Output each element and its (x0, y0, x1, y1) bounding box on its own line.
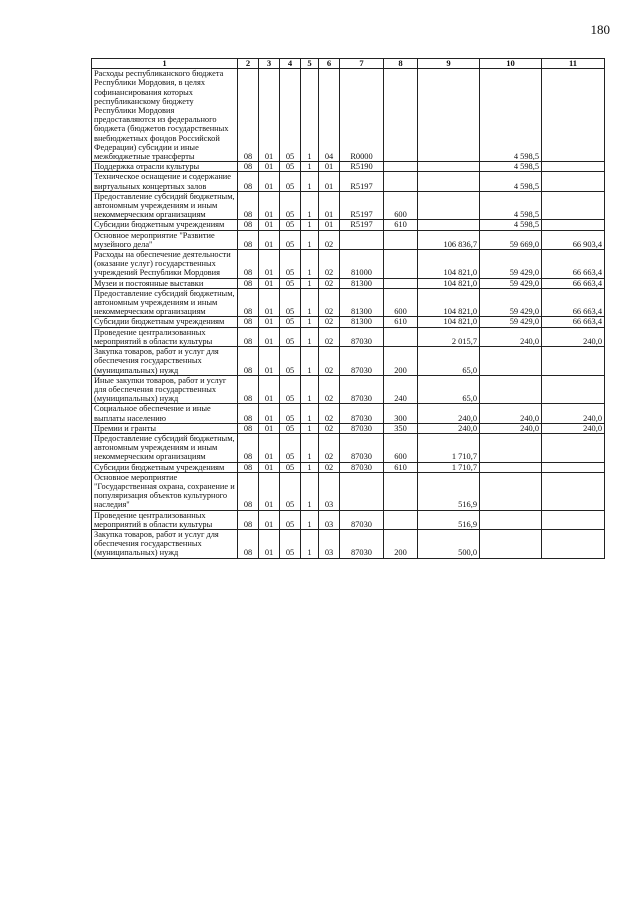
amount-year-1-cell: 1 710,7 (418, 433, 480, 462)
row-name-cell: Музеи и постоянные выставки (92, 278, 238, 288)
target-article-cell: 81000 (340, 250, 384, 279)
section-cell: 08 (238, 423, 259, 433)
program-cell: 05 (280, 529, 301, 558)
target-article-cell: 87030 (340, 510, 384, 529)
table-row (92, 423, 605, 433)
target-article-cell: 87030 (340, 423, 384, 433)
amount-year-1-cell: 65,0 (418, 375, 480, 404)
amount-year-2-cell: 4 598,5 (480, 162, 542, 172)
subsection-cell: 01 (259, 172, 280, 191)
amount-year-1-cell: 240,0 (418, 423, 480, 433)
program-cell: 05 (280, 433, 301, 462)
amount-year-3-cell: 66 663,4 (542, 278, 605, 288)
expense-type-cell (384, 162, 418, 172)
table-header-row (92, 59, 605, 69)
subsection-cell: 01 (259, 510, 280, 529)
row-name-cell: Основное мероприятие "Государственная охрана, сохранение и популяризация объектов культурного наследия" (92, 472, 238, 510)
amount-year-3-cell (542, 510, 605, 529)
amount-year-2-cell: 4 598,5 (480, 69, 542, 162)
event-cell: 02 (319, 423, 340, 433)
amount-year-2-cell (480, 433, 542, 462)
target-article-cell: 81300 (340, 278, 384, 288)
subsection-cell: 01 (259, 462, 280, 472)
expense-type-cell: 600 (384, 191, 418, 220)
program-cell: 05 (280, 69, 301, 162)
amount-year-3-cell (542, 529, 605, 558)
amount-year-3-cell: 240,0 (542, 423, 605, 433)
amount-year-1-cell (418, 191, 480, 220)
subprogram-cell: 1 (301, 529, 319, 558)
subsection-cell: 01 (259, 404, 280, 423)
subsection-cell: 01 (259, 529, 280, 558)
table-row (92, 191, 605, 220)
subprogram-cell: 1 (301, 472, 319, 510)
event-cell: 02 (319, 347, 340, 376)
target-article-cell (340, 230, 384, 249)
amount-year-2-cell: 59 669,0 (480, 230, 542, 249)
amount-year-2-cell: 4 598,5 (480, 191, 542, 220)
target-article-cell: R5197 (340, 191, 384, 220)
expense-type-cell: 200 (384, 347, 418, 376)
amount-year-3-cell (542, 191, 605, 220)
expense-type-cell (384, 250, 418, 279)
amount-year-3-cell (542, 375, 605, 404)
program-cell: 05 (280, 278, 301, 288)
amount-year-1-cell (418, 220, 480, 230)
subsection-cell: 01 (259, 162, 280, 172)
expense-type-cell: 610 (384, 317, 418, 327)
subprogram-cell: 1 (301, 250, 319, 279)
expense-type-cell: 610 (384, 462, 418, 472)
amount-year-2-cell: 240,0 (480, 327, 542, 346)
target-article-cell: 87030 (340, 347, 384, 376)
event-cell: 03 (319, 510, 340, 529)
subprogram-cell: 1 (301, 404, 319, 423)
expense-type-cell (384, 278, 418, 288)
column-header-3: 3 (259, 59, 280, 69)
subsection-cell: 01 (259, 250, 280, 279)
amount-year-1-cell: 500,0 (418, 529, 480, 558)
program-cell: 05 (280, 510, 301, 529)
amount-year-3-cell (542, 69, 605, 162)
column-header-9: 9 (418, 59, 480, 69)
table-row (92, 162, 605, 172)
section-cell: 08 (238, 220, 259, 230)
amount-year-2-cell: 59 429,0 (480, 278, 542, 288)
section-cell: 08 (238, 288, 259, 317)
expense-type-cell: 610 (384, 220, 418, 230)
program-cell: 05 (280, 472, 301, 510)
target-article-cell: 87030 (340, 375, 384, 404)
subsection-cell: 01 (259, 288, 280, 317)
amount-year-2-cell: 59 429,0 (480, 317, 542, 327)
amount-year-2-cell (480, 462, 542, 472)
table-row (92, 327, 605, 346)
row-name-cell: Социальное обеспечение и иные выплаты населению (92, 404, 238, 423)
subprogram-cell: 1 (301, 172, 319, 191)
table-row (92, 375, 605, 404)
amount-year-1-cell: 65,0 (418, 347, 480, 376)
section-cell: 08 (238, 162, 259, 172)
section-cell: 08 (238, 230, 259, 249)
amount-year-1-cell: 104 821,0 (418, 250, 480, 279)
column-header-1: 1 (92, 59, 238, 69)
column-header-8: 8 (384, 59, 418, 69)
row-name-cell: Субсидии бюджетным учреждениям (92, 462, 238, 472)
section-cell: 08 (238, 172, 259, 191)
program-cell: 05 (280, 375, 301, 404)
table-row (92, 230, 605, 249)
expense-type-cell (384, 327, 418, 346)
expense-type-cell: 350 (384, 423, 418, 433)
table-row (92, 172, 605, 191)
amount-year-2-cell: 240,0 (480, 423, 542, 433)
program-cell: 05 (280, 162, 301, 172)
amount-year-2-cell (480, 510, 542, 529)
budget-table (91, 58, 605, 559)
event-cell: 02 (319, 250, 340, 279)
table-row (92, 462, 605, 472)
program-cell: 05 (280, 462, 301, 472)
column-header-5: 5 (301, 59, 319, 69)
event-cell: 02 (319, 327, 340, 346)
target-article-cell: 87030 (340, 327, 384, 346)
amount-year-1-cell: 104 821,0 (418, 288, 480, 317)
subsection-cell: 01 (259, 423, 280, 433)
row-name-cell: Поддержка отрасли культуры (92, 162, 238, 172)
amount-year-2-cell: 4 598,5 (480, 172, 542, 191)
subprogram-cell: 1 (301, 278, 319, 288)
table-row (92, 472, 605, 510)
subprogram-cell: 1 (301, 433, 319, 462)
table-row (92, 433, 605, 462)
column-header-2: 2 (238, 59, 259, 69)
subsection-cell: 01 (259, 347, 280, 376)
section-cell: 08 (238, 404, 259, 423)
table-row (92, 69, 605, 162)
subsection-cell: 01 (259, 433, 280, 462)
event-cell: 02 (319, 317, 340, 327)
event-cell: 02 (319, 433, 340, 462)
program-cell: 05 (280, 172, 301, 191)
section-cell: 08 (238, 510, 259, 529)
column-header-4: 4 (280, 59, 301, 69)
table-row (92, 510, 605, 529)
section-cell: 08 (238, 191, 259, 220)
program-cell: 05 (280, 191, 301, 220)
expense-type-cell: 600 (384, 288, 418, 317)
amount-year-3-cell (542, 347, 605, 376)
subprogram-cell: 1 (301, 317, 319, 327)
event-cell: 01 (319, 220, 340, 230)
expense-type-cell (384, 510, 418, 529)
target-article-cell: 87030 (340, 462, 384, 472)
section-cell: 08 (238, 472, 259, 510)
row-name-cell: Предоставление субсидий бюджетным, автономным учреждениям и иным некоммерческим организациям (92, 288, 238, 317)
subprogram-cell: 1 (301, 462, 319, 472)
section-cell: 08 (238, 250, 259, 279)
expense-type-cell (384, 172, 418, 191)
amount-year-1-cell: 516,9 (418, 510, 480, 529)
event-cell: 02 (319, 462, 340, 472)
column-header-10: 10 (480, 59, 542, 69)
table-row (92, 278, 605, 288)
section-cell: 08 (238, 327, 259, 346)
target-article-cell: R5197 (340, 172, 384, 191)
expense-type-cell: 200 (384, 529, 418, 558)
subsection-cell: 01 (259, 375, 280, 404)
event-cell: 02 (319, 278, 340, 288)
amount-year-2-cell: 4 598,5 (480, 220, 542, 230)
section-cell: 08 (238, 317, 259, 327)
amount-year-2-cell: 59 429,0 (480, 250, 542, 279)
row-name-cell: Расходы на обеспечение деятельности (оказание услуг) государственных учреждений Республики Мордовия (92, 250, 238, 279)
amount-year-2-cell: 59 429,0 (480, 288, 542, 317)
subsection-cell: 01 (259, 472, 280, 510)
event-cell: 01 (319, 162, 340, 172)
table-row (92, 220, 605, 230)
target-article-cell: 81300 (340, 317, 384, 327)
row-name-cell: Проведение централизованных мероприятий в области культуры (92, 327, 238, 346)
subprogram-cell: 1 (301, 347, 319, 376)
subsection-cell: 01 (259, 230, 280, 249)
table-body (92, 69, 605, 558)
amount-year-3-cell: 66 663,4 (542, 250, 605, 279)
amount-year-1-cell (418, 162, 480, 172)
subprogram-cell: 1 (301, 220, 319, 230)
amount-year-3-cell (542, 162, 605, 172)
target-article-cell: 87030 (340, 404, 384, 423)
table-row (92, 288, 605, 317)
amount-year-1-cell (418, 69, 480, 162)
subprogram-cell: 1 (301, 288, 319, 317)
event-cell: 02 (319, 375, 340, 404)
row-name-cell: Субсидии бюджетным учреждениям (92, 220, 238, 230)
subsection-cell: 01 (259, 220, 280, 230)
row-name-cell: Проведение централизованных мероприятий в области культуры (92, 510, 238, 529)
section-cell: 08 (238, 462, 259, 472)
amount-year-3-cell: 240,0 (542, 327, 605, 346)
section-cell: 08 (238, 347, 259, 376)
subsection-cell: 01 (259, 191, 280, 220)
amount-year-1-cell (418, 172, 480, 191)
row-name-cell: Премии и гранты (92, 423, 238, 433)
event-cell: 01 (319, 191, 340, 220)
amount-year-1-cell: 106 836,7 (418, 230, 480, 249)
row-name-cell: Закупка товаров, работ и услуг для обеспечения государственных (муниципальных) нужд (92, 347, 238, 376)
event-cell: 02 (319, 288, 340, 317)
page-number: 180 (590, 22, 610, 37)
event-cell: 02 (319, 404, 340, 423)
amount-year-1-cell: 1 710,7 (418, 462, 480, 472)
program-cell: 05 (280, 288, 301, 317)
amount-year-2-cell (480, 472, 542, 510)
row-name-cell: Техническое оснащение и содержание виртуальных концертных залов (92, 172, 238, 191)
program-cell: 05 (280, 220, 301, 230)
program-cell: 05 (280, 317, 301, 327)
amount-year-2-cell (480, 375, 542, 404)
subsection-cell: 01 (259, 317, 280, 327)
amount-year-3-cell: 240,0 (542, 404, 605, 423)
expense-type-cell: 600 (384, 433, 418, 462)
amount-year-1-cell: 2 015,7 (418, 327, 480, 346)
row-name-cell: Субсидии бюджетным учреждениям (92, 317, 238, 327)
amount-year-3-cell (542, 172, 605, 191)
amount-year-3-cell: 66 663,4 (542, 317, 605, 327)
subprogram-cell: 1 (301, 191, 319, 220)
subprogram-cell: 1 (301, 327, 319, 346)
section-cell: 08 (238, 69, 259, 162)
expense-type-cell: 240 (384, 375, 418, 404)
expense-type-cell (384, 69, 418, 162)
amount-year-2-cell (480, 529, 542, 558)
expense-type-cell (384, 230, 418, 249)
row-name-cell: Расходы республиканского бюджета Республики Мордовия, в целях софинансирования которых республиканскому бюджету Республики Мордовия предоставляются из федерального бюджета (бюджетов государственных внебюджетных фондов Российской Федерации) субсидии и иные межбюджетные трансферты (92, 69, 238, 162)
subprogram-cell: 1 (301, 69, 319, 162)
event-cell: 02 (319, 230, 340, 249)
target-article-cell (340, 472, 384, 510)
subprogram-cell: 1 (301, 423, 319, 433)
row-name-cell: Основное мероприятие "Развитие музейного дела" (92, 230, 238, 249)
row-name-cell: Предоставление субсидий бюджетным, автономным учреждениям и иным некоммерческим организациям (92, 433, 238, 462)
target-article-cell: R0000 (340, 69, 384, 162)
section-cell: 08 (238, 375, 259, 404)
column-header-11: 11 (542, 59, 605, 69)
amount-year-1-cell: 240,0 (418, 404, 480, 423)
target-article-cell: R5190 (340, 162, 384, 172)
amount-year-2-cell (480, 347, 542, 376)
amount-year-3-cell (542, 220, 605, 230)
table-row (92, 250, 605, 279)
table-row (92, 347, 605, 376)
row-name-cell: Предоставление субсидий бюджетным, автономным учреждениям и иным некоммерческим организациям (92, 191, 238, 220)
amount-year-3-cell (542, 472, 605, 510)
target-article-cell: R5197 (340, 220, 384, 230)
program-cell: 05 (280, 423, 301, 433)
amount-year-1-cell: 104 821,0 (418, 278, 480, 288)
row-name-cell: Иные закупки товаров, работ и услуг для обеспечения государственных (муниципальных) нужд (92, 375, 238, 404)
program-cell: 05 (280, 230, 301, 249)
table-row (92, 529, 605, 558)
table-row (92, 317, 605, 327)
event-cell: 03 (319, 529, 340, 558)
amount-year-3-cell (542, 433, 605, 462)
table-row (92, 404, 605, 423)
subsection-cell: 01 (259, 278, 280, 288)
expense-type-cell (384, 472, 418, 510)
amount-year-2-cell: 240,0 (480, 404, 542, 423)
subsection-cell: 01 (259, 69, 280, 162)
amount-year-3-cell: 66 663,4 (542, 288, 605, 317)
column-header-6: 6 (319, 59, 340, 69)
section-cell: 08 (238, 433, 259, 462)
expense-type-cell: 300 (384, 404, 418, 423)
event-cell: 03 (319, 472, 340, 510)
section-cell: 08 (238, 278, 259, 288)
program-cell: 05 (280, 347, 301, 376)
column-header-7: 7 (340, 59, 384, 69)
target-article-cell: 87030 (340, 433, 384, 462)
subprogram-cell: 1 (301, 510, 319, 529)
program-cell: 05 (280, 404, 301, 423)
program-cell: 05 (280, 327, 301, 346)
subsection-cell: 01 (259, 327, 280, 346)
subprogram-cell: 1 (301, 162, 319, 172)
subprogram-cell: 1 (301, 230, 319, 249)
target-article-cell: 81300 (340, 288, 384, 317)
event-cell: 04 (319, 69, 340, 162)
amount-year-3-cell (542, 462, 605, 472)
section-cell: 08 (238, 529, 259, 558)
amount-year-3-cell: 66 903,4 (542, 230, 605, 249)
amount-year-1-cell: 104 821,0 (418, 317, 480, 327)
program-cell: 05 (280, 250, 301, 279)
subprogram-cell: 1 (301, 375, 319, 404)
event-cell: 01 (319, 172, 340, 191)
target-article-cell: 87030 (340, 529, 384, 558)
amount-year-1-cell: 516,9 (418, 472, 480, 510)
row-name-cell: Закупка товаров, работ и услуг для обеспечения государственных (муниципальных) нужд (92, 529, 238, 558)
